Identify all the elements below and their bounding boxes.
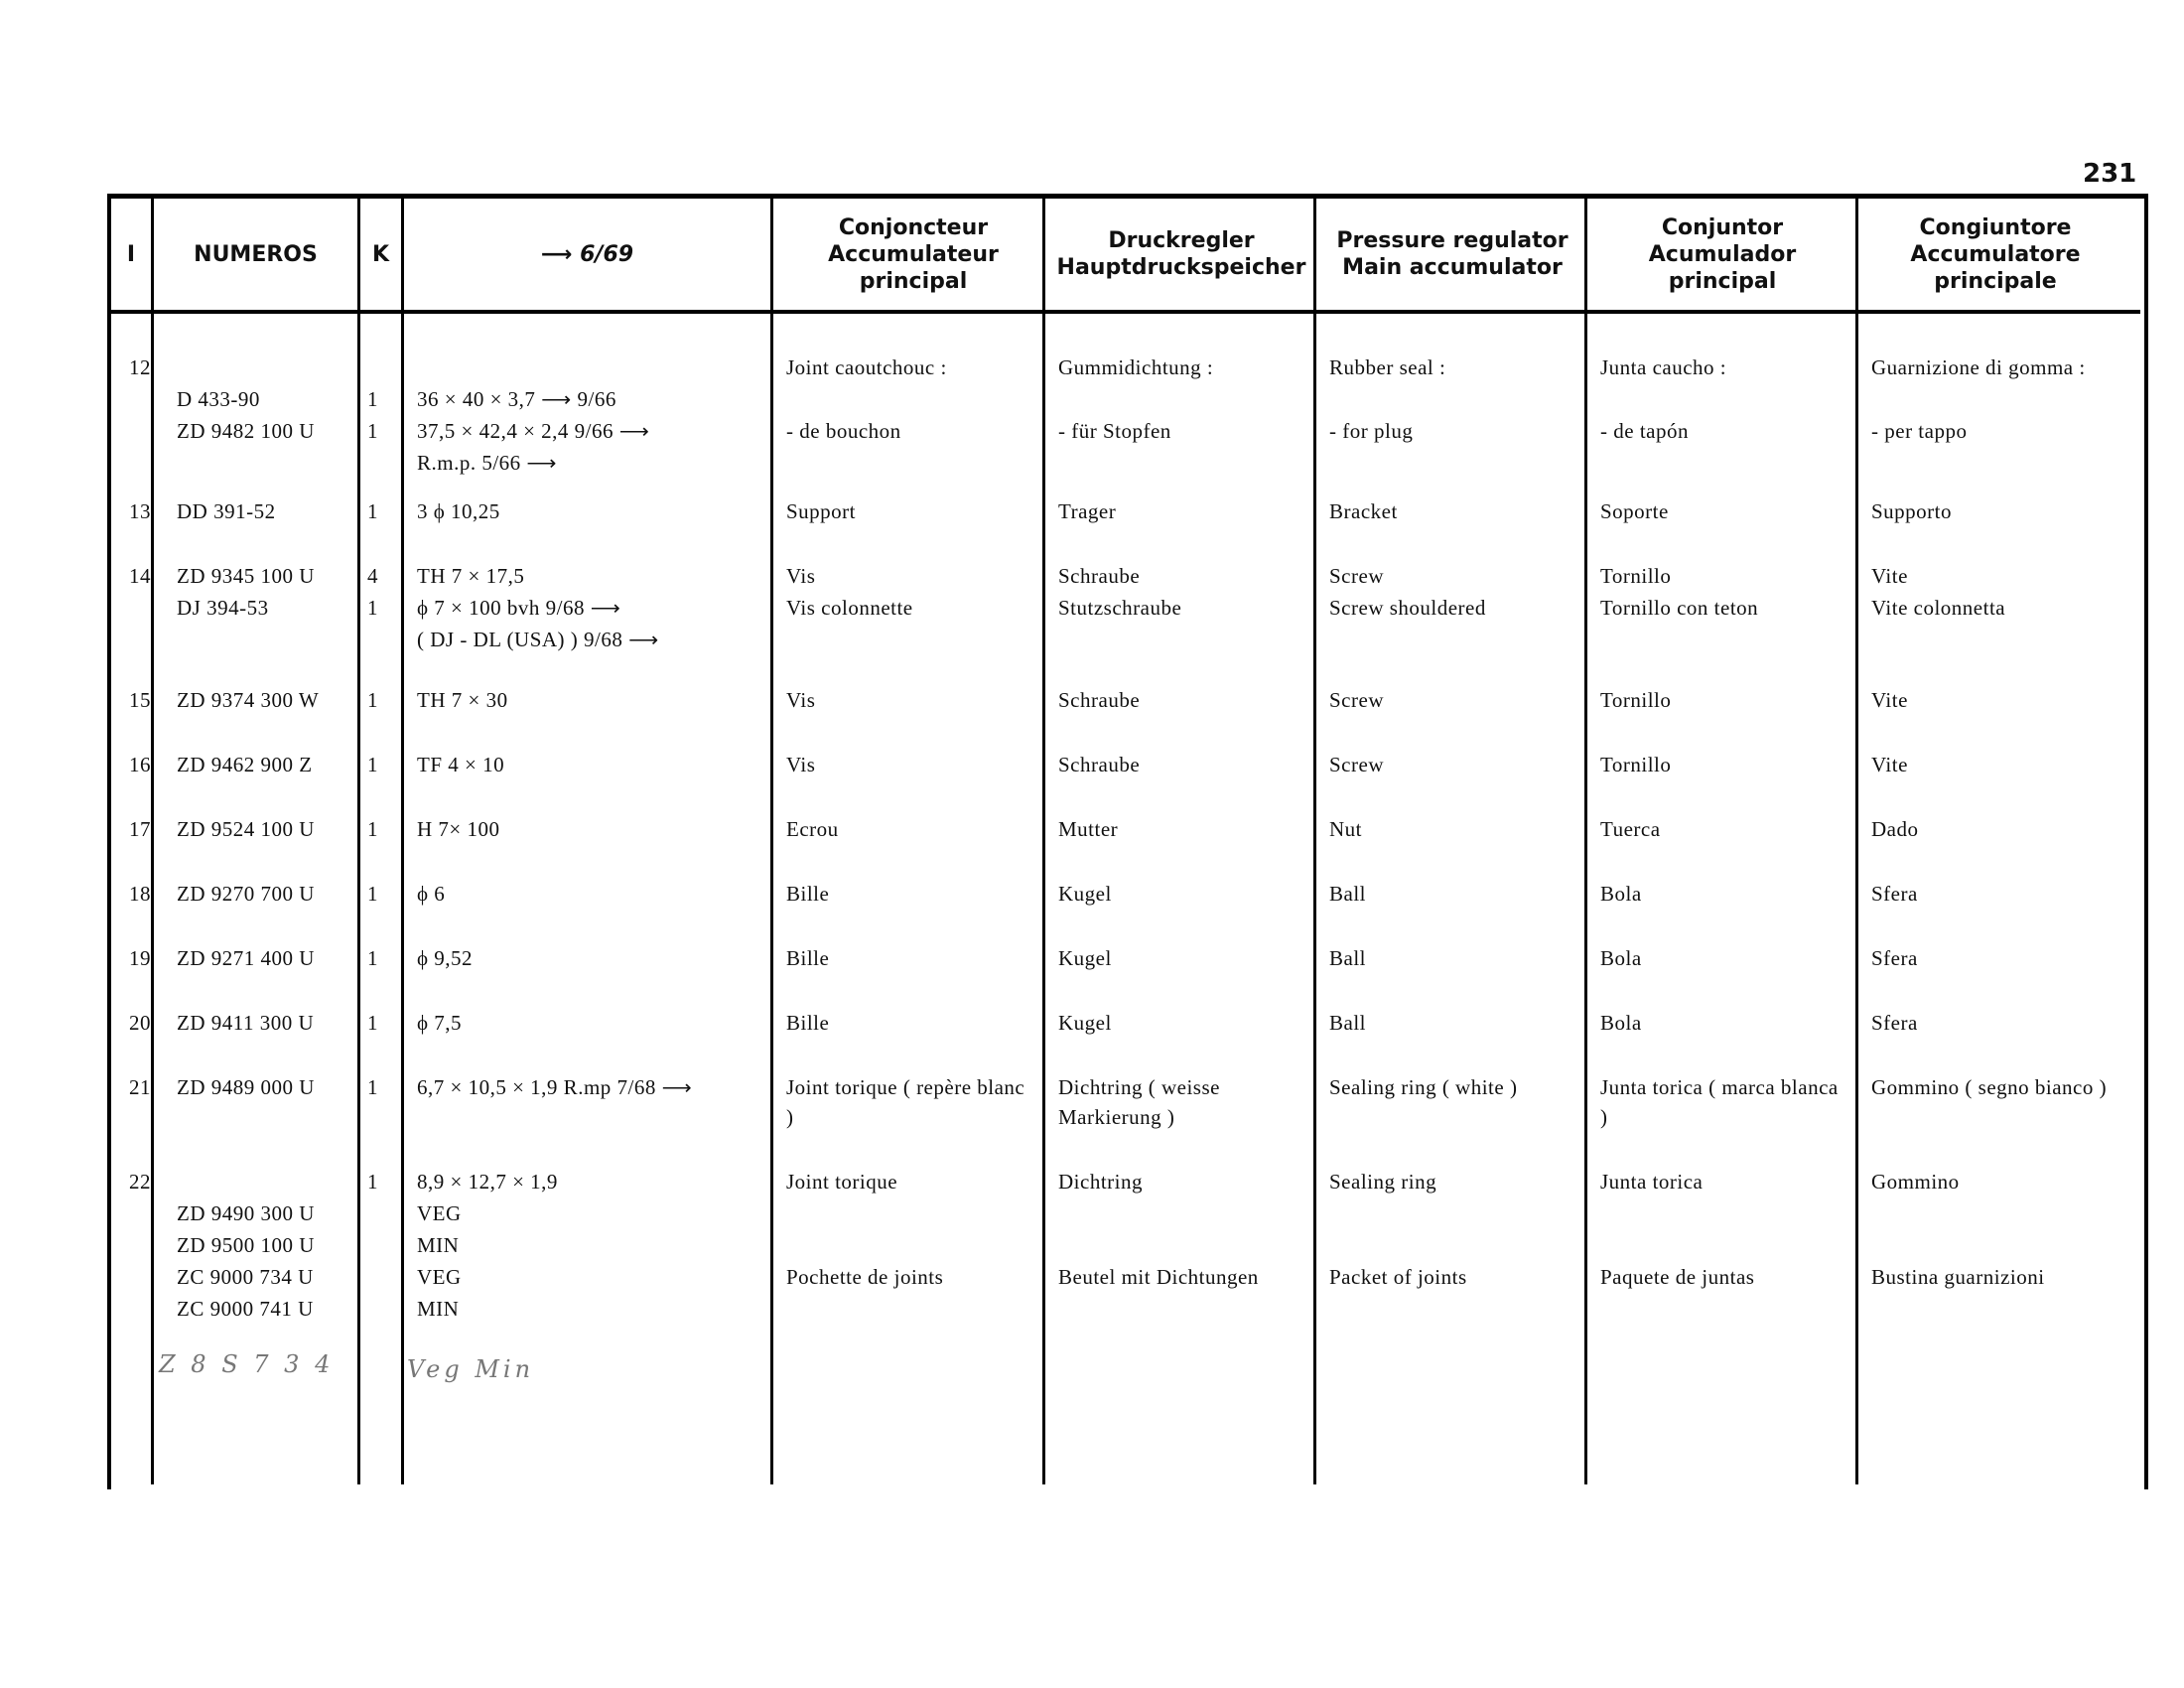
cell-fr: Bille xyxy=(786,946,830,970)
cell-es: Tornillo xyxy=(1600,564,1672,588)
cell-fr: Joint torique ( repère blanc ) xyxy=(786,1075,1025,1129)
cell-it: Vite colonnetta xyxy=(1871,596,2006,620)
cell-numbers: ZD 9374 300 W xyxy=(177,688,320,712)
header-numeros: NUMEROS xyxy=(194,241,318,267)
cell-es: Junta torica ( marca blanca ) xyxy=(1600,1075,1839,1129)
header-german: Druckregler Hauptdruckspeicher xyxy=(1056,228,1306,280)
cell-numbers: ZD 9500 100 U xyxy=(177,1233,315,1257)
cell-spec: MIN xyxy=(417,1297,460,1321)
cell-numbers: ZD 9345 100 U xyxy=(177,564,315,588)
cell-numbers: DD 391-52 xyxy=(177,499,276,523)
cell-es: Tuerca xyxy=(1600,817,1661,841)
cell-qty: 1 xyxy=(367,596,378,620)
cell-fr: - de bouchon xyxy=(786,419,901,443)
column-divider xyxy=(770,199,773,1484)
cell-en: Sealing ring ( white ) xyxy=(1329,1075,1518,1099)
cell-spec: VEG xyxy=(417,1265,462,1289)
cell-fr: Bille xyxy=(786,882,830,906)
cell-numbers: ZD 9489 000 U xyxy=(177,1075,315,1099)
cell-en: Packet of joints xyxy=(1329,1265,1467,1289)
page-number: 231 xyxy=(2083,159,2137,189)
handwritten-note: Veg Min xyxy=(407,1355,535,1383)
cell-it: Guarnizione di gomma : xyxy=(1871,355,2086,379)
cell-spec: TF 4 × 10 xyxy=(417,753,505,776)
cell-qty: 1 xyxy=(367,753,378,776)
cell-spec: 6,7 × 10,5 × 1,9 R.mp 7/68 ⟶ xyxy=(417,1075,693,1099)
cell-de: Dichtring ( weisse Markierung ) xyxy=(1058,1075,1220,1129)
cell-it: Vite xyxy=(1871,688,1908,712)
cell-es: Tornillo con teton xyxy=(1600,596,1759,620)
cell-de: Stutzschraube xyxy=(1058,596,1182,620)
cell-spec: 3 ϕ 10,25 xyxy=(417,499,500,523)
column-divider xyxy=(401,199,404,1484)
cell-spec: TH 7 × 17,5 xyxy=(417,564,525,588)
column-divider xyxy=(151,199,154,1484)
cell-fr: Ecrou xyxy=(786,817,839,841)
cell-spec: VEG xyxy=(417,1201,462,1225)
cell-en: Ball xyxy=(1329,1011,1366,1035)
cell-numbers: ZD 9462 900 Z xyxy=(177,753,313,776)
cell-en: Screw xyxy=(1329,564,1384,588)
cell-en: Screw xyxy=(1329,688,1384,712)
cell-it: Bustina guarnizioni xyxy=(1871,1265,2045,1289)
cell-it: Dado xyxy=(1871,817,1919,841)
header-rule xyxy=(111,310,2140,314)
cell-qty: 1 xyxy=(367,419,378,443)
cell-it: Sfera xyxy=(1871,882,1918,906)
cell-spec: 36 × 40 × 3,7 ⟶ 9/66 xyxy=(417,387,616,411)
cell-es: Tornillo xyxy=(1600,753,1672,776)
column-divider xyxy=(357,199,360,1484)
cell-numbers: ZD 9271 400 U xyxy=(177,946,315,970)
cell-en: Screw xyxy=(1329,753,1384,776)
header-index: I xyxy=(126,241,136,267)
cell-numbers: ZD 9482 100 U xyxy=(177,419,315,443)
cell-es: Bola xyxy=(1600,1011,1642,1035)
cell-fr: Joint torique xyxy=(786,1170,898,1194)
cell-de: Schraube xyxy=(1058,688,1141,712)
cell-de: Schraube xyxy=(1058,753,1141,776)
cell-index: 22 xyxy=(129,1170,151,1194)
cell-qty: 1 xyxy=(367,946,378,970)
cell-de: Dichtring xyxy=(1058,1170,1143,1194)
cell-it: - per tappo xyxy=(1871,419,1968,443)
cell-qty: 1 xyxy=(367,882,378,906)
header-date: ⟶ 6/69 xyxy=(540,241,634,267)
cell-numbers: ZD 9490 300 U xyxy=(177,1201,315,1225)
cell-fr: Vis xyxy=(786,753,816,776)
cell-index: 14 xyxy=(129,564,151,588)
column-divider xyxy=(1855,199,1858,1484)
cell-it: Sfera xyxy=(1871,946,1918,970)
cell-en: Rubber seal : xyxy=(1329,355,1446,379)
cell-spec: 8,9 × 12,7 × 1,9 xyxy=(417,1170,558,1194)
cell-index: 13 xyxy=(129,499,151,523)
cell-qty: 1 xyxy=(367,1075,378,1099)
cell-de: Trager xyxy=(1058,499,1117,523)
cell-spec: ϕ 9,52 xyxy=(417,946,474,970)
header-italian: Congiuntore Accumulatore principale xyxy=(1910,214,2081,294)
column-divider xyxy=(1584,199,1587,1484)
cell-de: - für Stopfen xyxy=(1058,419,1171,443)
cell-es: Bola xyxy=(1600,882,1642,906)
cell-de: Kugel xyxy=(1058,1011,1112,1035)
cell-it: Vite xyxy=(1871,564,1908,588)
cell-it: Sfera xyxy=(1871,1011,1918,1035)
cell-spec: H 7× 100 xyxy=(417,817,500,841)
cell-fr: Vis xyxy=(786,688,816,712)
column-divider xyxy=(1042,199,1045,1484)
cell-qty: 1 xyxy=(367,387,378,411)
header-k: K xyxy=(371,241,390,267)
cell-en: Bracket xyxy=(1329,499,1398,523)
cell-en: Nut xyxy=(1329,817,1362,841)
cell-es: Junta caucho : xyxy=(1600,355,1727,379)
cell-spec: ( DJ - DL (USA) ) 9/68 ⟶ xyxy=(417,628,659,651)
cell-numbers: ZD 9411 300 U xyxy=(177,1011,315,1035)
cell-en: Sealing ring xyxy=(1329,1170,1437,1194)
cell-index: 20 xyxy=(129,1011,151,1035)
cell-index: 19 xyxy=(129,946,151,970)
cell-spec: ϕ 6 xyxy=(417,882,446,906)
cell-de: Schraube xyxy=(1058,564,1141,588)
cell-fr: Vis colonnette xyxy=(786,596,913,620)
header-english: Pressure regulator Main accumulator xyxy=(1336,228,1569,280)
cell-numbers: D 433-90 xyxy=(177,387,260,411)
cell-numbers: ZD 9270 700 U xyxy=(177,882,315,906)
cell-spec: TH 7 × 30 xyxy=(417,688,508,712)
cell-qty: 1 xyxy=(367,688,378,712)
cell-de: Gummidichtung : xyxy=(1058,355,1214,379)
cell-it: Vite xyxy=(1871,753,1908,776)
cell-de: Beutel mit Dichtungen xyxy=(1058,1265,1259,1289)
cell-fr: Support xyxy=(786,499,857,523)
cell-de: Kugel xyxy=(1058,882,1112,906)
cell-qty: 1 xyxy=(367,817,378,841)
cell-en: Ball xyxy=(1329,946,1366,970)
cell-en: Screw shouldered xyxy=(1329,596,1486,620)
cell-it: Supporto xyxy=(1871,499,1953,523)
cell-es: - de tapón xyxy=(1600,419,1689,443)
cell-numbers: ZC 9000 741 U xyxy=(177,1297,314,1321)
cell-qty: 1 xyxy=(367,1170,378,1194)
cell-index: 12 xyxy=(129,355,151,379)
cell-es: Bola xyxy=(1600,946,1642,970)
cell-fr: Pochette de joints xyxy=(786,1265,944,1289)
cell-fr: Vis xyxy=(786,564,816,588)
cell-spec: 37,5 × 42,4 × 2,4 9/66 ⟶ xyxy=(417,419,650,443)
cell-index: 21 xyxy=(129,1075,151,1099)
cell-de: Kugel xyxy=(1058,946,1112,970)
cell-index: 18 xyxy=(129,882,151,906)
cell-en: - for plug xyxy=(1329,419,1414,443)
header-spanish: Conjuntor Acumulador principal xyxy=(1648,214,1797,294)
cell-index: 15 xyxy=(129,688,151,712)
cell-qty: 4 xyxy=(367,564,378,588)
cell-spec: ϕ 7 × 100 bvh 9/68 ⟶ xyxy=(417,596,621,620)
cell-numbers: ZD 9524 100 U xyxy=(177,817,315,841)
cell-es: Soporte xyxy=(1600,499,1669,523)
cell-spec: R.m.p. 5/66 ⟶ xyxy=(417,451,558,475)
cell-qty: 1 xyxy=(367,1011,378,1035)
header-french: Conjoncteur Accumulateur principal xyxy=(828,214,999,294)
cell-es: Tornillo xyxy=(1600,688,1672,712)
cell-es: Junta torica xyxy=(1600,1170,1704,1194)
cell-en: Ball xyxy=(1329,882,1366,906)
cell-spec: MIN xyxy=(417,1233,460,1257)
cell-index: 17 xyxy=(129,817,151,841)
cell-it: Gommino ( segno bianco ) xyxy=(1871,1075,2108,1099)
column-divider xyxy=(1313,199,1316,1484)
handwritten-part-number: Z 8 S 7 3 4 xyxy=(159,1350,335,1378)
cell-numbers: ZC 9000 734 U xyxy=(177,1265,314,1289)
cell-qty: 1 xyxy=(367,499,378,523)
cell-numbers: DJ 394-53 xyxy=(177,596,269,620)
cell-index: 16 xyxy=(129,753,151,776)
cell-it: Gommino xyxy=(1871,1170,1960,1194)
cell-de: Mutter xyxy=(1058,817,1119,841)
cell-spec: ϕ 7,5 xyxy=(417,1011,463,1035)
cell-fr: Joint caoutchouc : xyxy=(786,355,947,379)
cell-fr: Bille xyxy=(786,1011,830,1035)
cell-es: Paquete de juntas xyxy=(1600,1265,1755,1289)
